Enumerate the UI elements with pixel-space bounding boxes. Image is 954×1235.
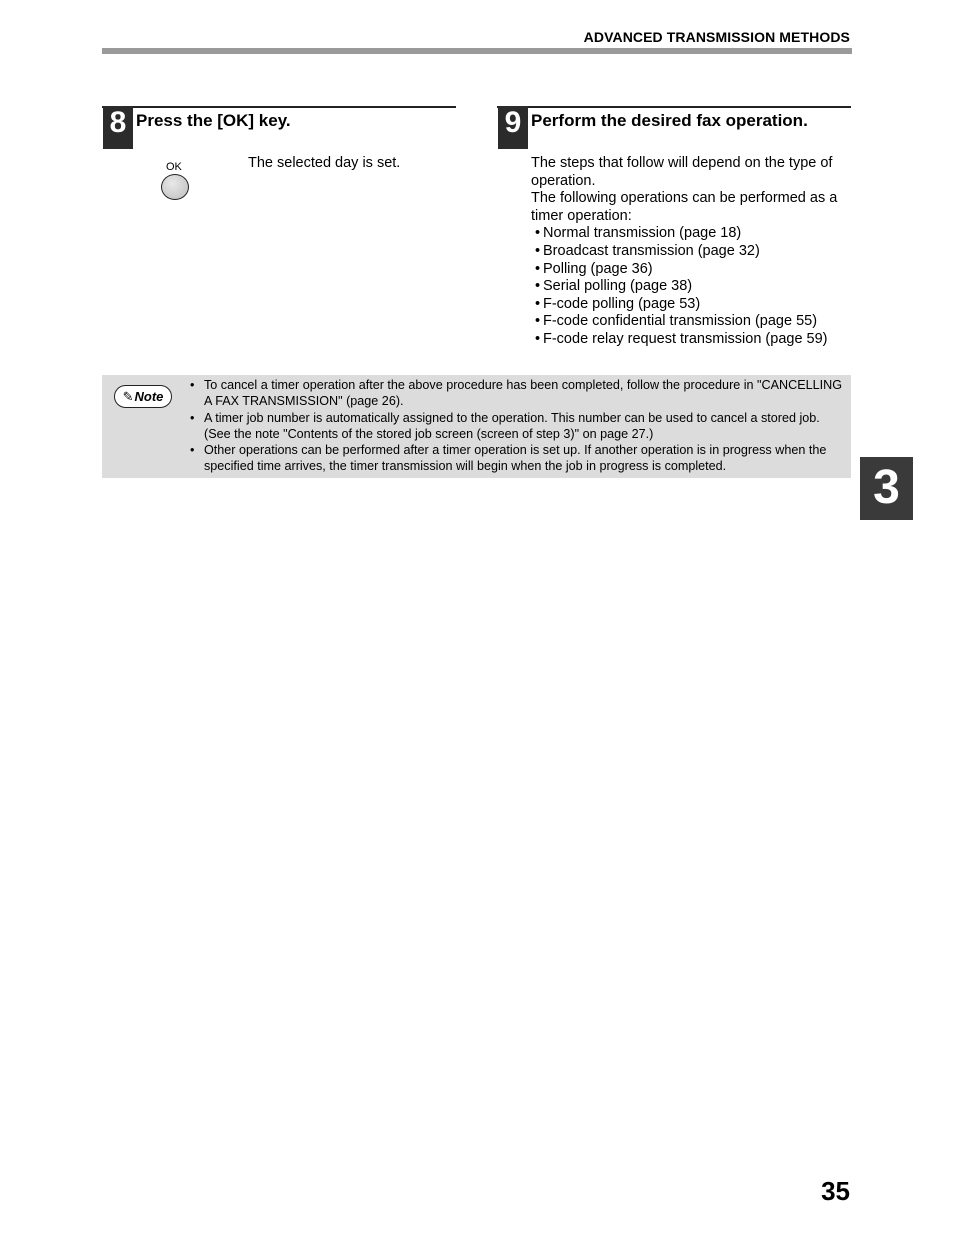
pencil-icon: ✎	[122, 388, 134, 404]
step-9-title: Perform the desired fax operation.	[531, 111, 808, 130]
page-number: 35	[821, 1176, 850, 1206]
note-box	[102, 375, 851, 478]
timer-operations-list	[531, 225, 851, 348]
ok-key-icon	[161, 174, 189, 200]
note-badge-label: Note	[134, 389, 164, 404]
step-9-paragraph-2: The following operations can be performed as a timer operation:	[531, 190, 838, 224]
note-list	[190, 377, 845, 475]
list-item: • Polling (page 36)	[535, 261, 851, 279]
step-9-paragraph-1: The steps that follow will depend on the type of operation.	[531, 155, 833, 189]
list-item: • F-code confidential transmission (page 55)	[535, 313, 851, 331]
note-item: • A timer job number is automatically assigned to the operation. This number can be used to cancel a stored job. (See the note "Contents of the stored job screen (screen of step 3)" on page 27.)	[190, 410, 845, 443]
note-item: • To cancel a timer operation after the above procedure has been completed, follow the procedure in "CANCELLING A FAX TRANSMISSION" (page 26).	[190, 377, 845, 410]
step-8-title: Press the [OK] key.	[136, 111, 291, 130]
step-8-rule	[102, 106, 456, 108]
section-title: ADVANCED TRANSMISSION METHODS	[583, 29, 850, 45]
ok-key-label: OK	[166, 161, 182, 173]
chapter-tab: 3	[860, 457, 913, 520]
header-rule	[102, 48, 852, 54]
list-item: • Normal transmission (page 18)	[535, 225, 851, 243]
step-8-description: The selected day is set.	[248, 155, 401, 171]
step-9-body	[531, 155, 851, 349]
note-badge	[114, 385, 172, 408]
note-item: • Other operations can be performed after a timer operation is set up. If another operation is in progress when the specified time arrives, the timer transmission will begin when the job in progress is completed.	[190, 442, 845, 475]
list-item: • Broadcast transmission (page 32)	[535, 243, 851, 261]
list-item: • F-code polling (page 53)	[535, 296, 851, 314]
list-item: • F-code relay request transmission (page 59)	[535, 331, 851, 349]
list-item: • Serial polling (page 38)	[535, 278, 851, 296]
step-8-number: 8	[103, 106, 133, 149]
step-9-rule	[497, 106, 851, 108]
step-9-number: 9	[498, 106, 528, 149]
